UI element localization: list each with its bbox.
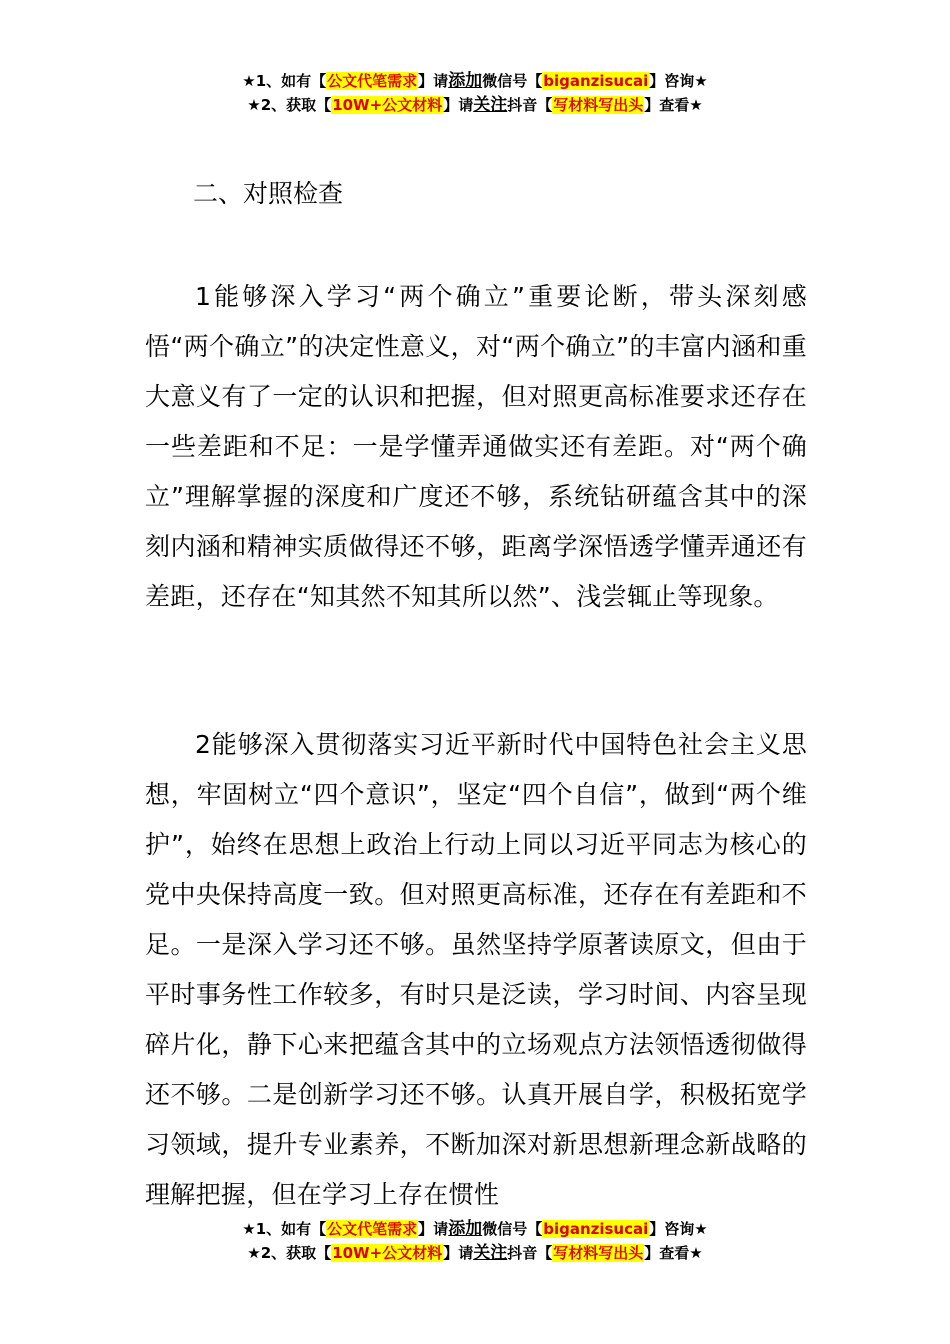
banner-wechat-id: biganzisucai [543, 1220, 649, 1238]
paragraph-text: 2能够深入贯彻落实习近平新时代中国特色社会主义思想，牢固树立“四个意识”，坚定“四个自信”，做到“两个维护”，始终在思想上政治上行动上同以习近平同志为核心的党中央保持高度一致。但对照更高标准，还存在有差距和不足。一是深入学习还不够。虽然坚持学原著读原文，但由于平时事务性工作较多，有时只是泛读，学习时间、内容呈现碎片化，静下心来把蕴含其中的立场观点方法领悟透彻做得还不够。二是创新学习还不够。认真开展自学，积极拓宽学习领域，提升专业素养，不断加深对新思想新理念新战略的理解把握，但在学习上存在惯性 [145, 730, 807, 1209]
banner-highlight: 10W+公文材料 [332, 96, 443, 114]
paragraph-text: 1能够深入学习“两个确立”重要论断，带头深刻感悟“两个确立”的决定性意义，对“两个确立”的丰富内涵和重大意义有了一定的认识和把握，但对照更高标准要求还存在一些差距和不足：一是学懂弄通做实还有差距。对“两个确立”理解掌握的深度和广度还不够，系统钻研蕴含其中的深刻内涵和精神实质做得还不够，距离学深悟透学懂弄通还有差距，还存在“知其然不知其所以然”、浅尝辄止等现象。 [145, 282, 807, 611]
banner-highlight: 公文代笔需求 [327, 1220, 418, 1238]
banner-douyin-id: 写材料写出头 [553, 1244, 644, 1262]
banner-text: ★1、如有【 [242, 1220, 327, 1238]
banner-text: 】请 [443, 1244, 474, 1262]
banner-highlight: 公文代笔需求 [327, 72, 418, 90]
banner-text: 】查看★ [644, 1244, 703, 1262]
paragraph-2 [145, 720, 807, 1220]
banner-highlight: 10W+公文材料 [332, 1244, 443, 1262]
banner-wechat-id: biganzisucai [543, 72, 649, 90]
banner-text: ★1、如有【 [242, 72, 327, 90]
banner-line-1 [0, 69, 950, 93]
banner-text: 】请 [418, 72, 449, 90]
banner-underlined-text: 关注 [473, 1243, 508, 1263]
banner-text: 】咨询★ [649, 72, 708, 90]
header-banner [0, 69, 950, 117]
banner-underlined-text: 添加 [448, 71, 483, 91]
footer-banner [0, 1217, 950, 1265]
banner-text: 微信号【 [482, 1220, 543, 1238]
banner-line-2 [0, 93, 950, 117]
banner-text: 】咨询★ [649, 1220, 708, 1238]
banner-text: 抖音【 [507, 1244, 553, 1262]
banner-line-1 [0, 1217, 950, 1241]
paragraph-1 [145, 272, 807, 622]
section-heading: 二、对照检查 [193, 179, 344, 208]
banner-text: 】请 [443, 96, 474, 114]
banner-text: 抖音【 [507, 96, 553, 114]
banner-line-2 [0, 1241, 950, 1265]
banner-text: 】请 [418, 1220, 449, 1238]
banner-text: 微信号【 [482, 72, 543, 90]
banner-underlined-text: 关注 [473, 95, 508, 115]
banner-douyin-id: 写材料写出头 [553, 96, 644, 114]
banner-text: ★2、获取【 [247, 1244, 332, 1262]
banner-text: 】查看★ [644, 96, 703, 114]
banner-text: ★2、获取【 [247, 96, 332, 114]
banner-underlined-text: 添加 [448, 1219, 483, 1239]
